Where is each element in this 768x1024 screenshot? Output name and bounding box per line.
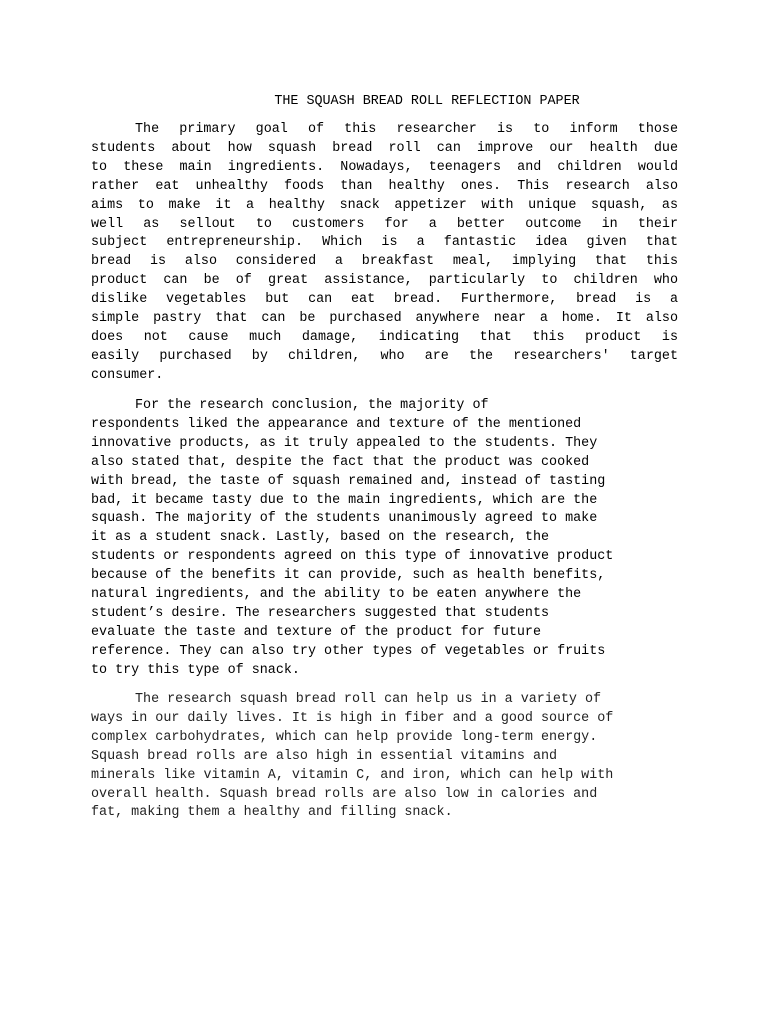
paragraph-line: complex carbohydrates, which can help provide long-term energy. (91, 729, 598, 745)
paragraph-line: bad, it became tasty due to the main ingredients, which are the (91, 492, 598, 508)
paragraph-line: squash. The majority of the students unanimously agreed to make (91, 511, 598, 527)
paragraph-line: well as sellout to customers for a better outcome in their (91, 216, 678, 232)
paragraph-line: The research squash bread roll can help us in a variety of (135, 692, 602, 707)
paragraph-1 (91, 121, 678, 386)
paragraph-line: aims to make it a healthy snack appetizer with unique squash, as (91, 197, 678, 213)
paragraph-line: Squash bread rolls are also high in essential vitamins and (91, 748, 558, 764)
paragraph-line: because of the benefits it can provide, such as health benefits, (91, 568, 606, 584)
paragraph-line: respondents liked the appearance and texture of the mentioned (91, 416, 582, 432)
paragraph-line: ways in our daily lives. It is high in fiber and a good source of (91, 710, 614, 726)
paragraph-line: dislike vegetables but can eat bread. Furthermore, bread is a (91, 292, 678, 308)
paragraph-line: minerals like vitamin A, vitamin C, and iron, which can help with (91, 767, 614, 783)
paragraph-2 (91, 397, 678, 681)
paragraph-line: easily purchased by children, who are the researchers' target (91, 348, 678, 364)
paragraph-line: bread is also considered a breakfast meal, implying that this (91, 254, 678, 270)
paragraph-line: innovative products, as it truly appealed to the students. They (91, 435, 598, 451)
document-title: THE SQUASH BREAD ROLL REFLECTION PAPER (274, 94, 580, 109)
paragraph-line: consumer. (91, 367, 164, 383)
paragraph-line: with bread, the taste of squash remained and, instead of tasting (91, 473, 606, 489)
paragraph-line: it as a student snack. Lastly, based on the research, the (91, 530, 550, 546)
paragraph-line: rather eat unhealthy foods than healthy ones. This research also (91, 178, 678, 194)
paragraph-line: overall health. Squash bread rolls are also low in calories and (91, 786, 598, 802)
paragraph-3 (91, 691, 681, 823)
paragraph-line: students about how squash bread roll can improve our health due (91, 140, 678, 156)
paragraph-line: also stated that, despite the fact that the product was cooked (91, 454, 590, 470)
paragraph-line: simple pastry that can be purchased anywhere near a home. It also (91, 311, 678, 327)
paragraph-line: subject entrepreneurship. Which is a fantastic idea given that (91, 235, 678, 251)
paragraph-line: does not cause much damage, indicating that this product is (91, 329, 678, 345)
paragraph-line: natural ingredients, and the ability to be eaten anywhere the (91, 587, 582, 603)
paragraph-line: students or respondents agreed on this type of innovative product (91, 549, 614, 565)
paragraph-line: evaluate the taste and texture of the product for future (91, 624, 541, 640)
paragraph-line: product can be of great assistance, particularly to children who (91, 273, 678, 289)
paragraph-line: fat, making them a healthy and filling snack. (91, 805, 453, 821)
paragraph-line: to try this type of snack. (91, 662, 300, 678)
paragraph-line: to these main ingredients. Nowadays, teenagers and children would (91, 159, 678, 175)
paragraph-line: For the research conclusion, the majority of (135, 398, 489, 413)
paragraph-line: reference. They can also try other types of vegetables or fruits (91, 643, 606, 659)
paragraph-line: student’s desire. The researchers suggested that students (91, 605, 550, 621)
paragraph-line: The primary goal of this researcher is to inform those (135, 122, 678, 137)
